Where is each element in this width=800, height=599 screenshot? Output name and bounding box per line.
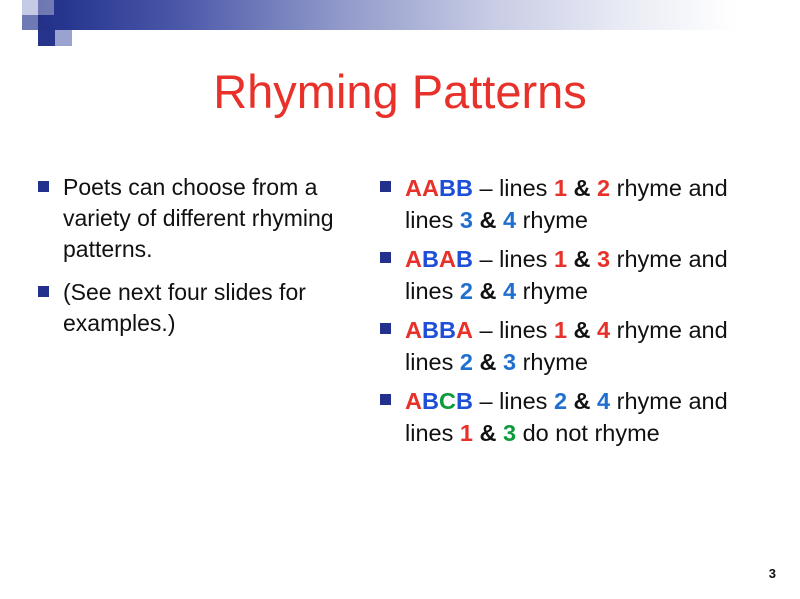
pattern-letter: B (455, 175, 473, 201)
header-square-white (22, 30, 38, 46)
pattern-letter: B (421, 246, 439, 272)
pattern-line-number: 1 (553, 246, 568, 272)
pattern-line-number: 2 (459, 278, 473, 304)
pattern-line1-prefix: – lines (472, 388, 554, 414)
pattern-letter: A (405, 246, 422, 272)
list-item (380, 314, 772, 378)
pattern-line-number: 4 (502, 207, 517, 233)
pattern-letter: A (405, 317, 422, 343)
decorative-header-band (0, 0, 800, 30)
rhyme-pattern-abcb: ABCB – lines 2 & 4 rhyme and lines 1 & 3 do not rhyme (405, 388, 728, 446)
pattern-line-number: 4 (597, 317, 611, 343)
pattern-letter: B (421, 388, 439, 414)
square-bullet-icon (380, 252, 391, 263)
pattern-letter: A (421, 175, 439, 201)
list-item (38, 172, 378, 265)
header-band-left-gap (0, 0, 22, 30)
pattern-line1-suffix: rhyme (610, 317, 682, 343)
header-square-medium (22, 15, 38, 30)
header-square-light (22, 0, 38, 15)
pattern-line-number: 3 (502, 349, 517, 375)
square-bullet-icon (38, 181, 49, 192)
pattern-letter: B (455, 388, 473, 414)
pattern-line2-suffix: rhyme (516, 349, 588, 375)
square-bullet-icon (380, 323, 391, 334)
header-square-muted (55, 30, 72, 46)
pattern-line2-suffix: rhyme (516, 278, 588, 304)
page-title: Rhyming Patterns (213, 65, 587, 118)
pattern-letter: C (438, 388, 456, 414)
header-square-pale (38, 0, 54, 15)
pattern-line-number: 3 (459, 207, 473, 233)
pattern-line1-prefix: – lines (472, 317, 554, 343)
pattern-line-number: 1 (459, 420, 473, 446)
pattern-line-number: 1 (553, 317, 568, 343)
square-bullet-icon (38, 286, 49, 297)
rhyme-pattern-abba: ABBA – lines 1 & 4 rhyme and lines 2 & 3 rhyme (405, 317, 728, 375)
pattern-line2-prefix: and lines (405, 175, 728, 233)
pattern-line1-suffix: rhyme (610, 388, 682, 414)
pattern-letter: B (438, 175, 456, 201)
pattern-line-number: 2 (553, 388, 568, 414)
pattern-letter: A (438, 246, 456, 272)
list-item (38, 277, 378, 339)
square-bullet-icon (380, 394, 391, 405)
pattern-line1-prefix: – lines (472, 246, 554, 272)
pattern-line2-prefix: and lines (405, 246, 728, 304)
left-bullet-list (38, 172, 378, 351)
bullet-text: (See next four slides for examples.) (63, 279, 306, 336)
pattern-letter: B (421, 317, 439, 343)
list-item (380, 172, 772, 236)
pattern-letter: B (438, 317, 456, 343)
pattern-line1-suffix: rhyme (610, 175, 682, 201)
page-number: 3 (768, 566, 776, 581)
pattern-line1-prefix: – lines (472, 175, 554, 201)
pattern-line-number: 2 (459, 349, 473, 375)
pattern-line2-suffix: do not rhyme (516, 420, 660, 446)
pattern-line-number: 3 (597, 246, 611, 272)
pattern-line-number: 4 (597, 388, 611, 414)
pattern-letter: B (455, 246, 473, 272)
pattern-line2-prefix: and lines (405, 388, 728, 446)
rhyme-pattern-aabb: AABB – lines 1 & 2 rhyme and lines 3 & 4 rhyme (405, 175, 728, 233)
list-item (380, 385, 772, 449)
pattern-letter: A (455, 317, 473, 343)
header-square-dark (38, 30, 55, 46)
pattern-letter: A (405, 388, 422, 414)
bullet-text: Poets can choose from a variety of different rhyming patterns. (63, 174, 334, 262)
square-bullet-icon (380, 181, 391, 192)
pattern-line1-suffix: rhyme (610, 246, 682, 272)
pattern-line-number: 3 (502, 420, 517, 446)
list-item (380, 243, 772, 307)
pattern-line-number: 2 (597, 175, 611, 201)
pattern-line2-suffix: rhyme (516, 207, 588, 233)
pattern-line-number: 4 (502, 278, 517, 304)
pattern-line-number: 1 (553, 175, 568, 201)
pattern-letter: A (405, 175, 422, 201)
right-bullet-list (380, 172, 772, 456)
pattern-line2-prefix: and lines (405, 317, 728, 375)
rhyme-pattern-abab: ABAB – lines 1 & 3 rhyme and lines 2 & 4 rhyme (405, 246, 728, 304)
